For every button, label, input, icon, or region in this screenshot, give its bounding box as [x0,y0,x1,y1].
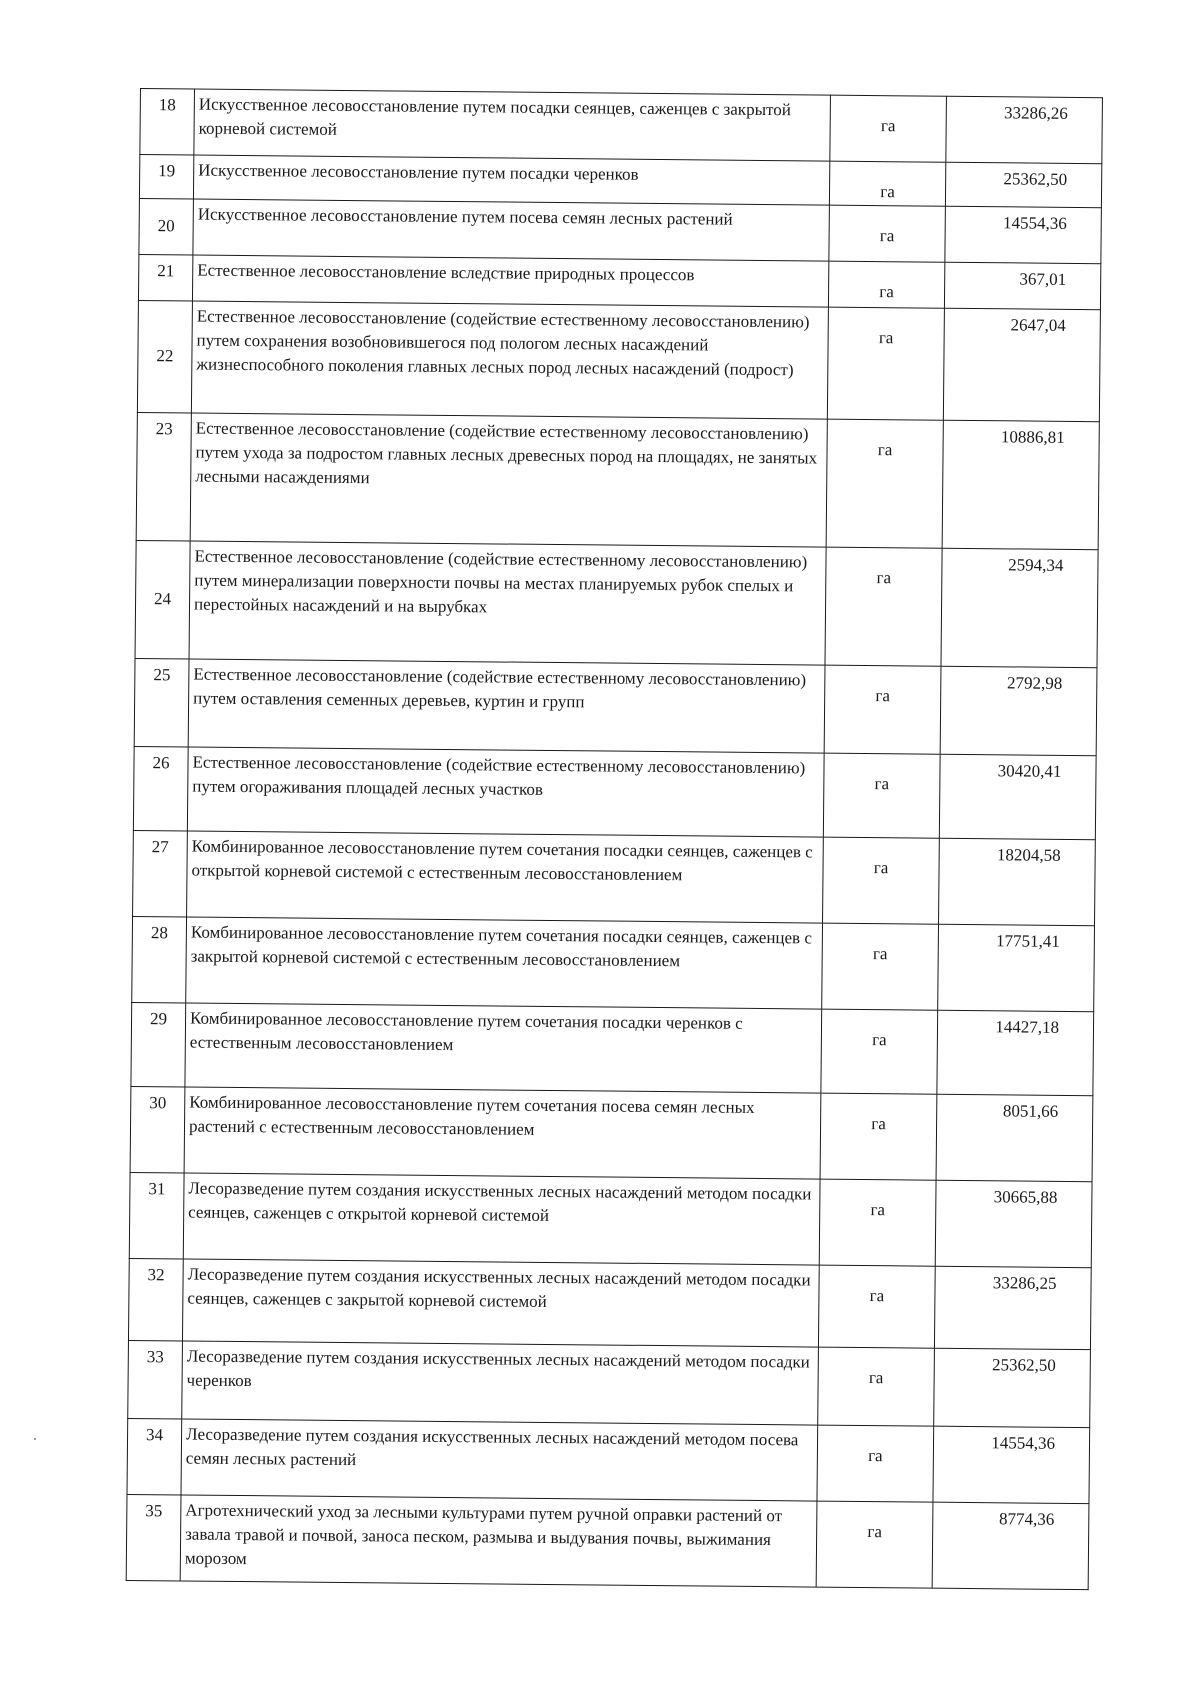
table-row [128,1258,1091,1349]
table-row [137,300,1100,421]
activity-name: Естественное лесовосстановление (содействие естественному лесовосстановлению) путем огораживания площадей лесных участков [187,747,824,837]
value-cell: 2647,04 [943,308,1100,421]
activity-name: Лесоразведение путем создания искусственных лесных насаждений методом посадки сеянцев, саженцев с открытой корневой системой [183,1173,820,1265]
table-row [134,658,1097,755]
row-number: 34 [127,1418,182,1495]
unit-cell: га [825,547,942,666]
activity-name: Естественное лесовосстановление вследствие природных процессов [192,255,828,307]
row-number: 19 [139,155,193,200]
table-container [126,88,1102,1590]
table-row [130,1086,1093,1181]
activity-name: Комбинированное лесовосстановление путем сочетания посева семян лесных растений с естественным лесовосстановлением [184,1087,821,1179]
unit-cell: га [826,419,943,548]
value-cell: 367,01 [944,262,1100,309]
table-row [135,540,1098,667]
value-cell: 25362,50 [934,1348,1091,1427]
row-number: 29 [131,1002,186,1087]
unit-cell: га [818,1265,935,1348]
activity-name: Лесоразведение путем создания искусственных лесных насаждений методом посадки черенков [182,1341,819,1425]
unit-cell: га [818,1347,935,1426]
value-cell: 2594,34 [941,548,1098,667]
value-cell: 25362,50 [945,162,1101,207]
value-cell: 14427,18 [937,1010,1094,1095]
row-number: 22 [137,300,192,413]
table-row [132,916,1095,1011]
row-number: 35 [126,1494,181,1581]
unit-cell: га [829,205,946,262]
unit-cell: га [823,753,940,838]
value-cell: 18204,58 [939,838,1096,925]
activity-name: Естественное лесовосстановление (содействие естественному лесовосстановлению) путем ухода за подростом главных лесных древесных пород на площадях, не занятых лесными насаждениями [190,413,827,547]
scan-speck [34,1438,36,1440]
value-cell: 2792,98 [940,666,1097,755]
row-number: 31 [129,1172,184,1259]
table-row [136,412,1099,549]
row-number: 20 [139,198,194,255]
activity-name: Лесоразведение путем создания искусственных лесных насаждений методом посева семян лесных растений [181,1419,818,1501]
value-cell: 14554,36 [933,1426,1090,1503]
value-cell: 14554,36 [945,206,1102,263]
table-row [139,198,1101,263]
value-cell: 33286,26 [946,96,1103,163]
table-row [133,746,1096,839]
unit-cell: га [828,261,944,308]
unit-cell: га [816,1501,933,1588]
unit-cell: га [824,665,941,754]
table-row [126,1494,1089,1589]
value-cell: 10886,81 [942,420,1099,549]
table-row [128,1340,1091,1427]
value-cell: 30665,88 [935,1180,1092,1267]
row-number: 25 [134,658,189,747]
value-cell: 17751,41 [938,924,1095,1011]
row-number: 21 [138,254,192,301]
unit-cell: га [821,1009,938,1094]
row-number: 18 [140,89,195,156]
value-cell: 33286,25 [934,1266,1091,1349]
unit-cell: га [817,1425,934,1502]
activity-name: Искусственное лесовосстановление путем посадки сеянцев, саженцев с закрытой корневой системой [194,89,831,161]
unit-cell: га [830,95,947,162]
unit-cell: га [829,161,945,206]
row-number: 23 [136,412,191,541]
activity-name: Комбинированное лесовосстановление путем сочетания посадки черенков с естественным лесовосстановлением [185,1003,822,1093]
unit-cell: га [827,307,944,420]
activity-name: Комбинированное лесовосстановление путем сочетания посадки сеянцев, саженцев с закрытой корневой системой с естественным лесовосстановлением [186,917,823,1009]
value-cell: 30420,41 [939,754,1096,839]
unit-cell: га [822,923,939,1010]
forest-restoration-table [126,88,1103,1590]
table-row [133,830,1096,925]
activity-name: Комбинированное лесовосстановление путем сочетания посадки сеянцев, саженцев с открытой корневой системой с естественным лесовосстановлением [187,831,824,923]
table-row [127,1418,1090,1503]
row-number: 27 [133,830,188,917]
value-cell: 8774,36 [932,1502,1089,1589]
unit-cell: га [819,1179,936,1266]
activity-name: Лесоразведение путем создания искусственных лесных насаждений методом посадки сеянцев, саженцев с закрытой корневой системой [182,1259,819,1347]
table-row [140,89,1103,164]
value-cell: 8051,66 [936,1094,1093,1181]
activity-name: Естественное лесовосстановление (содействие естественному лесовосстановлению) путем минерализации поверхности почвы на местах планируемых рубок спелых и перестойных насаждений и на вырубках [189,541,826,665]
activity-name: Искусственное лесовосстановление путем посадки черенков [193,155,829,205]
table-row [129,1172,1092,1267]
unit-cell: га [823,837,940,924]
row-number: 26 [133,746,188,831]
activity-name: Естественное лесовосстановление (содействие естественному лесовосстановлению) путем сохранения возобновившегося под пологом лесных насаждений жизнеспособного поколения главных лесных пород лесных насаждений (подрост) [191,301,828,419]
activity-name: Естественное лесовосстановление (содействие естественному лесовосстановлению) путем оставления семенных деревьев, куртин и групп [188,659,825,753]
row-number: 24 [135,540,190,659]
row-number: 30 [130,1086,185,1173]
row-number: 28 [132,916,187,1003]
table-row [131,1002,1094,1095]
activity-name: Искусственное лесовосстановление путем посева семян лесных растений [193,199,830,261]
activity-name: Агротехнический уход за лесными культурами путем ручной оправки растений от завала травой и почвой, заноса песком, размыва и выдувания почвы, выжимания морозом [180,1495,817,1587]
row-number: 32 [128,1258,183,1341]
row-number: 33 [128,1340,183,1419]
unit-cell: га [820,1093,937,1180]
